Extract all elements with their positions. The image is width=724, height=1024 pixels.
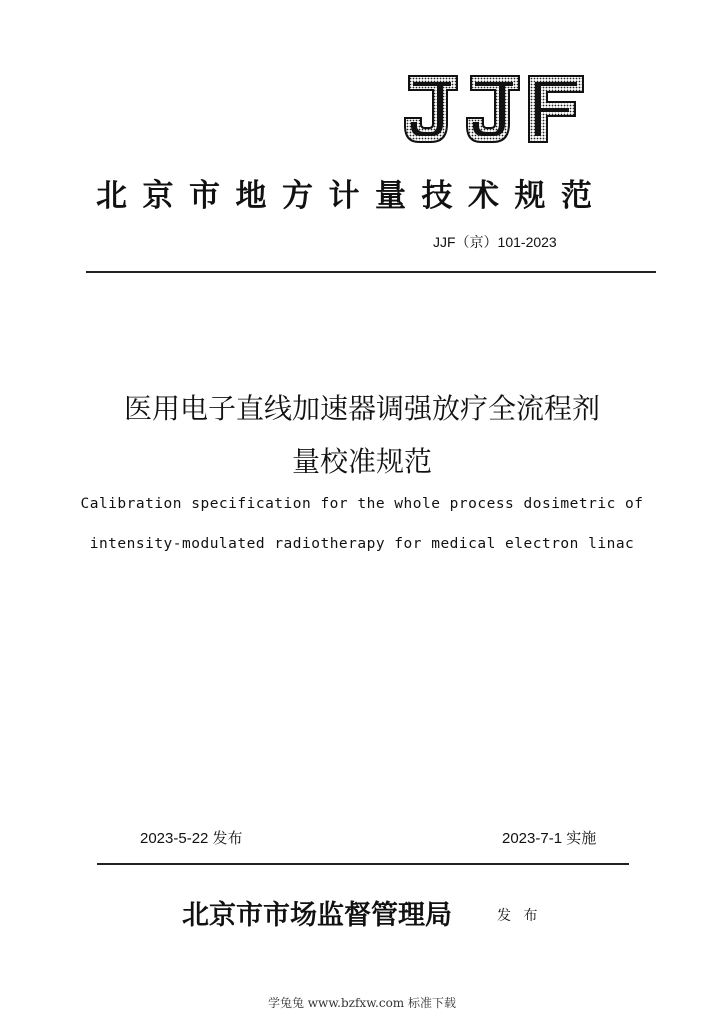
implementation-date: 2023-7-1 实施 xyxy=(502,830,597,847)
footer-watermark: 学兔兔 www.bzfxw.com 标准下载 xyxy=(267,996,457,1010)
standard-number: JJF（京）101-2023 xyxy=(433,234,557,250)
top-divider xyxy=(86,271,656,273)
document-title-cn-line1: 医用电子直线加速器调强放疗全流程剂 xyxy=(123,392,600,425)
issuer-name: 北京市市场监督管理局 xyxy=(182,900,452,931)
document-title-cn-line2: 量校准规范 xyxy=(291,445,432,478)
issuer-suffix: 发 布 xyxy=(497,908,542,924)
bottom-divider xyxy=(97,863,629,865)
document-title-en-line2: intensity-modulated radiotherapy for medical electron linac xyxy=(89,536,635,552)
document-title-en-line1: Calibration specification for the whole process dosimetric of xyxy=(80,496,644,512)
jjf-logo-icon xyxy=(403,74,585,146)
series-title: 北京市地方计量技术规范 xyxy=(96,178,608,214)
logo-letter-j1 xyxy=(405,76,457,142)
issue-date: 2023-5-22 发布 xyxy=(140,830,243,847)
document-title-cn xyxy=(60,382,664,488)
logo-letter-j2 xyxy=(467,76,519,142)
logo-letter-f xyxy=(529,76,583,142)
